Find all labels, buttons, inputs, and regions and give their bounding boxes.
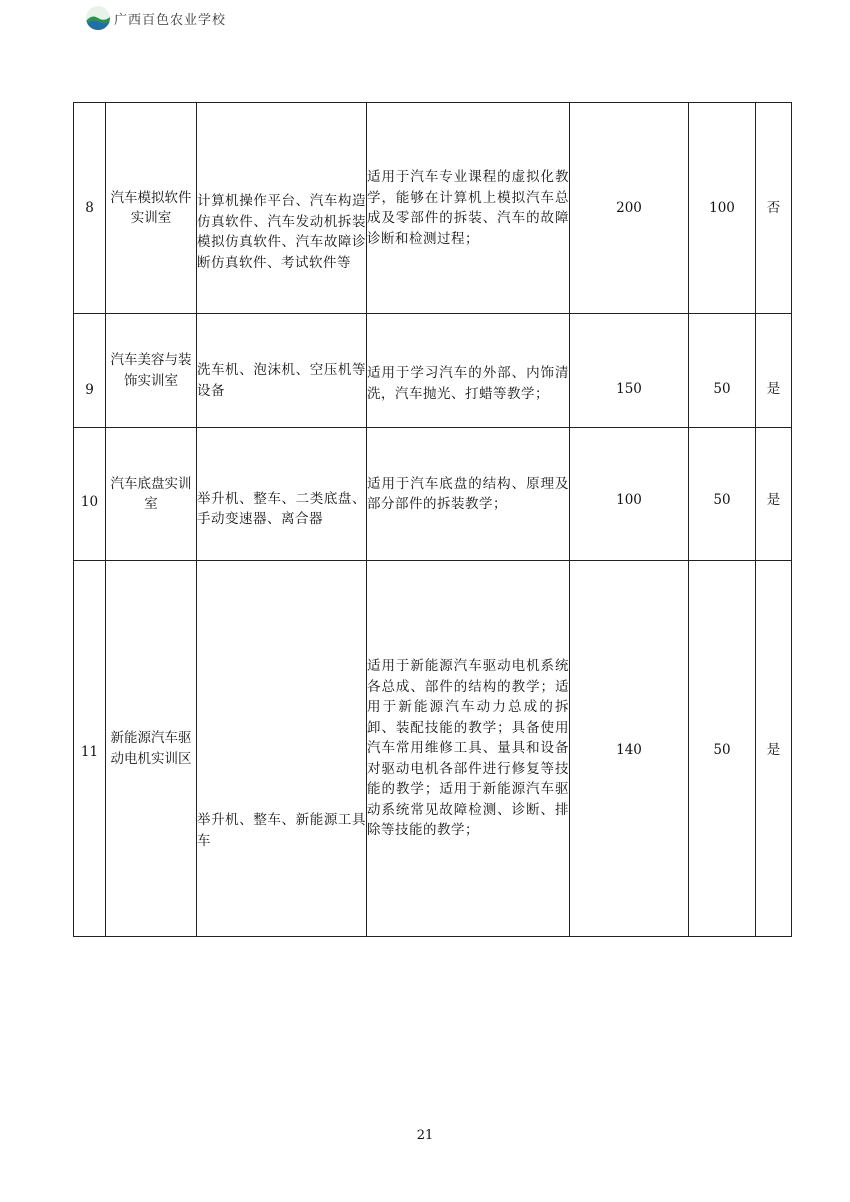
training-room-table	[73, 102, 792, 937]
capacity-value: 100	[689, 103, 756, 314]
flag-value: 是	[756, 428, 792, 561]
room-name: 汽车模拟软件实训室	[106, 103, 197, 314]
equipment-list: 洗车机、泡沫机、空压机等设备	[197, 314, 367, 428]
function-description: 适用于学习汽车的外部、内饰清洗，汽车抛光、打蜡等教学；	[367, 314, 570, 428]
school-logo-icon	[86, 6, 110, 30]
table-row	[74, 428, 792, 561]
row-number: 10	[74, 428, 106, 561]
area-value: 150	[570, 314, 689, 428]
room-name: 汽车底盘实训室	[106, 428, 197, 561]
equipment-list: 计算机操作平台、汽车构造仿真软件、汽车发动机拆装模拟仿真软件、汽车故障诊断仿真软件、考试软件等	[197, 103, 367, 314]
function-description: 适用于汽车专业课程的虚拟化教学，能够在计算机上模拟汽车总成及零部件的拆装、汽车的故障诊断和检测过程；	[367, 103, 570, 314]
page-number: 21	[416, 1128, 434, 1143]
function-description: 适用于汽车底盘的结构、原理及部分部件的拆装教学；	[367, 428, 570, 561]
table-row	[74, 561, 792, 937]
capacity-value: 50	[689, 314, 756, 428]
row-number: 9	[74, 314, 106, 428]
room-name: 新能源汽车驱动电机实训区	[106, 561, 197, 937]
table-row	[74, 314, 792, 428]
page-header	[86, 4, 226, 32]
equipment-list: 举升机、整车、二类底盘、手动变速器、离合器	[197, 428, 367, 561]
row-number: 8	[74, 103, 106, 314]
area-value: 200	[570, 103, 689, 314]
capacity-value: 50	[689, 428, 756, 561]
row-number: 11	[74, 561, 106, 937]
function-description: 适用于新能源汽车驱动电机系统各总成、部件的结构的教学；适用于新能源汽车动力总成的拆卸、装配技能的教学；具备使用汽车常用维修工具、量具和设备对驱动电机各部件进行修复等技能的教学；适用于新能源汽车驱动系统常见故障检测、诊断、排除等技能的教学；	[367, 561, 570, 937]
room-name: 汽车美容与装饰实训室	[106, 314, 197, 428]
equipment-list: 举升机、整车、新能源工具车	[197, 561, 367, 937]
table-row	[74, 103, 792, 314]
flag-value: 否	[756, 103, 792, 314]
flag-value: 是	[756, 561, 792, 937]
capacity-value: 50	[689, 561, 756, 937]
area-value: 140	[570, 561, 689, 937]
school-name: 广西百色农业学校	[114, 12, 227, 28]
area-value: 100	[570, 428, 689, 561]
flag-value: 是	[756, 314, 792, 428]
